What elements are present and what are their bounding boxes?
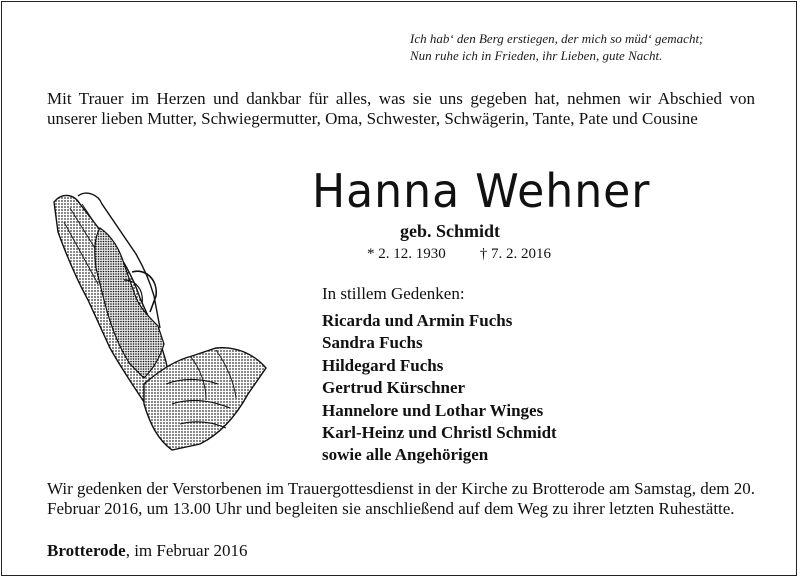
life-dates	[367, 246, 551, 263]
death-date: † 7. 2. 2016	[479, 246, 551, 262]
place-town: Brotterode	[47, 541, 126, 560]
praying-hands-icon	[40, 188, 270, 456]
maiden-name: geb. Schmidt	[400, 221, 501, 241]
list-item: Ricarda und Armin Fuchs	[322, 311, 513, 330]
list-item: Hannelore und Lothar Winges	[322, 400, 544, 420]
deceased-name: Hanna Wehner	[312, 164, 651, 218]
place-date	[47, 541, 248, 561]
service-text: Wir gedenken der Verstorbenen im Trauergottesdienst in der Kirche zu Brotterode am Samstag, dem 20. Februar 2016, um 13.00 Uhr und begleiten sie anschließend auf dem Weg zu ihrer letzten Ruhestätte.	[47, 479, 755, 518]
memory-heading: In stillem Gedenken:	[322, 284, 465, 303]
list-item: Sandra Fuchs	[322, 333, 423, 353]
list-item: Gertrud Kürschner	[322, 378, 466, 398]
mourners-list	[322, 310, 557, 467]
birth-date: * 2. 12. 1930	[367, 246, 446, 262]
list-item: sowie alle Angehörigen	[322, 445, 489, 465]
list-item: Karl-Heinz und Christl Schmidt	[322, 423, 557, 443]
poem-line-1: Ich hab‘ den Berg erstiegen, der mich so müd‘ gemacht;	[410, 31, 704, 46]
poem-quote	[410, 30, 780, 64]
list-item: Hildegard Fuchs	[322, 355, 444, 375]
poem-line-2: Nun ruhe ich in Frieden, ihr Lieben, gute Nacht.	[410, 48, 663, 63]
intro-text: Mit Trauer im Herzen und dankbar für alles, was sie uns gegeben hat, nehmen wir Abschied von unserer lieben Mutter, Schwiegermutter, Oma, Schwester, Schwägerin, Tante, Pate und Cousine	[47, 89, 755, 128]
place-month: , im Februar 2016	[125, 541, 248, 560]
